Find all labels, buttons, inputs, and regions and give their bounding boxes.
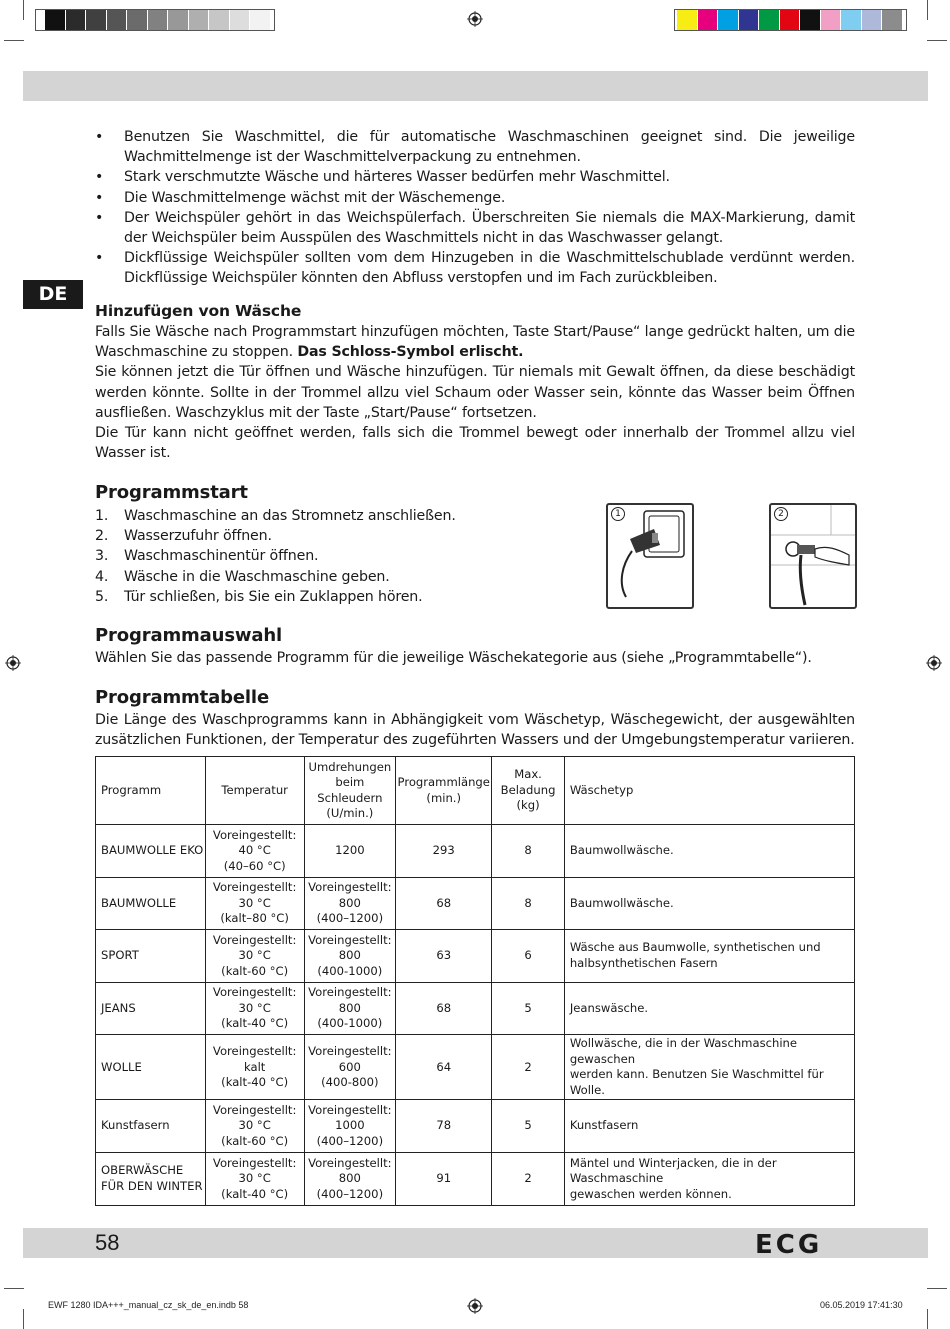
color-bar-frame-left [35, 9, 275, 31]
cell-length: 78 [396, 1100, 492, 1153]
crop-mark-br-h [927, 1288, 947, 1289]
cell-spin-line: (400–1200) [316, 1133, 384, 1148]
slug-file-info: EWF 1280 IDA+++_manual_cz_sk_de_en.indb 58 [48, 1300, 249, 1310]
cell-length: 293 [396, 825, 492, 878]
bullet-symbol: • [95, 189, 104, 206]
cell-spin-line: 800 [338, 948, 361, 963]
color-bar-frame-right [674, 9, 907, 31]
column-header-line: (kg) [516, 798, 540, 813]
program-table [95, 756, 855, 1206]
cell-load: 8 [492, 825, 565, 878]
page-number: 58 [95, 1230, 120, 1255]
step-item [95, 567, 575, 587]
cell-spin-line: (400-1000) [317, 963, 383, 978]
cell-spin-line: (400–1200) [316, 1186, 384, 1201]
cell-spin-line: (400-1000) [317, 1016, 383, 1031]
cell-temperature [205, 825, 304, 878]
program-start-heading: Programmstart [95, 482, 248, 503]
crop-mark-br-v [927, 1309, 928, 1329]
cell-temperature-line: 30 °C [238, 1000, 271, 1015]
column-header [492, 757, 565, 825]
step-number: 4. [95, 568, 109, 585]
adding-laundry-section [95, 300, 855, 463]
cell-laundry-type-line: Kunstfasern [569, 1118, 639, 1133]
cell-temperature-line: Voreingestellt: [212, 985, 297, 1000]
cell-spin-line: Voreingestellt: [308, 1044, 392, 1059]
cell-temperature-line: 30 °C [238, 948, 271, 963]
cell-laundry-type [564, 877, 854, 930]
column-header [205, 757, 304, 825]
cell-spin-line: Voreingestellt: [308, 932, 392, 947]
registration-mark-left-icon [5, 655, 21, 671]
step-text: Waschmaschinentür öffnen. [124, 548, 319, 565]
column-header-line: (U/min.) [326, 806, 374, 820]
cell-program [96, 982, 206, 1035]
table-row [96, 982, 855, 1035]
cell-spin [304, 1100, 396, 1153]
cell-spin-line: Voreingestellt: [308, 880, 392, 895]
registration-mark-top-icon [467, 11, 483, 27]
cell-laundry-type-line: Mäntel und Winterjacken, die in der Waschmaschine [569, 1155, 777, 1186]
column-header-line: Umdrehungen [308, 759, 392, 774]
slug-timestamp: 06.05.2019 17:41:30 [820, 1300, 903, 1310]
cell-spin-line: Voreingestellt: [308, 1102, 392, 1117]
cell-spin [304, 825, 396, 878]
step-item [95, 506, 575, 526]
step-item [95, 546, 575, 566]
cell-laundry-type-line: Jeanswäsche. [569, 1000, 649, 1015]
cell-temperature-line: (40–60 °C) [223, 858, 286, 873]
column-header [96, 757, 206, 825]
bullet-item [95, 188, 855, 208]
column-header-line: Programm [101, 782, 162, 797]
crop-mark-tr-v [927, 0, 928, 20]
cell-laundry-type-line: Baumwollwäsche. [569, 843, 674, 858]
cell-spin-line: 1000 [335, 1118, 365, 1133]
cell-spin-line: (400-800) [321, 1075, 379, 1090]
cell-laundry-type [564, 982, 854, 1035]
table-row [96, 877, 855, 930]
program-table-header-row [96, 757, 855, 825]
crop-mark-tl-v [23, 0, 24, 20]
cell-laundry-type-line: Baumwollwäsche. [569, 895, 674, 910]
cell-spin [304, 930, 396, 983]
cell-temperature-line: 40 °C [238, 843, 271, 858]
cell-load: 5 [492, 982, 565, 1035]
step-number: 3. [95, 548, 109, 565]
program-selection-text: Wählen Sie das passende Programm für die jeweilige Wäschekategorie aus (siehe „Programmtabelle“). [95, 650, 812, 666]
cell-temperature-line: (kalt-40 °C) [221, 1186, 289, 1201]
bullet-symbol: • [95, 129, 104, 145]
cell-laundry-type [564, 1100, 854, 1153]
program-table-intro: Die Länge des Waschprogramms kann in Abhängigkeit vom Wäschetyp, Wäschegewicht, der ausgewählten zusätzlichen Funktionen, der Temperatur des zugeführten Wassers und der Umgebungstemperatur variieren. [95, 712, 855, 749]
cell-spin [304, 1152, 396, 1205]
table-row [96, 1100, 855, 1153]
cell-laundry-type-line: Wollwäsche, die in der Waschmaschine gewaschen [569, 1036, 798, 1066]
step-text: Tür schließen, bis Sie ein Zuklappen hören. [124, 588, 423, 605]
column-header [304, 757, 396, 825]
lock-symbol-note: Das Schloss-Symbol erlischt. [297, 344, 524, 361]
cell-spin-line: 800 [338, 1171, 361, 1186]
cell-temperature-line: kalt [243, 1059, 266, 1074]
bullet-item [95, 208, 855, 248]
cell-spin [304, 877, 396, 930]
cell-program-line: BAUMWOLLE EKO [101, 843, 204, 858]
registration-mark-right-icon [926, 655, 942, 671]
bullet-item [95, 167, 855, 187]
cell-temperature [205, 1035, 304, 1100]
cell-spin [304, 982, 396, 1035]
table-row [96, 1152, 855, 1205]
cell-length: 68 [396, 982, 492, 1035]
program-start-steps [95, 506, 575, 607]
cell-program-line: SPORT [101, 948, 139, 963]
figure-number-1: 1 [611, 507, 625, 521]
cell-laundry-type [564, 1152, 854, 1205]
cell-laundry-type-line: Wäsche aus Baumwolle, synthetischen und [569, 940, 821, 955]
adding-laundry-heading: Hinzufügen von Wäsche [95, 302, 302, 320]
cell-temperature [205, 877, 304, 930]
column-header-line: Wäschetyp [569, 782, 634, 797]
cell-program-line: WOLLE [101, 1059, 142, 1074]
cell-program [96, 877, 206, 930]
cell-laundry-type [564, 1035, 854, 1100]
illustration-water-tap [769, 503, 857, 609]
crop-mark-tr-h [927, 40, 947, 41]
cell-program [96, 825, 206, 878]
cell-temperature [205, 930, 304, 983]
table-row [96, 825, 855, 878]
step-item [95, 587, 575, 607]
cell-spin [304, 1035, 396, 1100]
figure-number-2: 2 [774, 507, 788, 521]
bullet-symbol: • [95, 169, 104, 186]
header-band [23, 71, 928, 101]
cell-spin-line: 800 [338, 1000, 361, 1015]
step-item [95, 526, 575, 546]
cell-temperature [205, 1100, 304, 1153]
cell-temperature-line: Voreingestellt: [212, 932, 297, 947]
bullet-item [95, 127, 855, 167]
cell-program [96, 1100, 206, 1153]
cell-program [96, 1152, 206, 1205]
cell-temperature-line: (kalt-60 °C) [221, 1133, 289, 1148]
detergent-bullet-list [95, 127, 855, 289]
cell-temperature-line: (kalt–80 °C) [220, 911, 289, 926]
cell-program [96, 1035, 206, 1100]
bullet-symbol: • [95, 209, 104, 226]
table-row [96, 1035, 855, 1100]
adding-laundry-paragraph-1 [95, 322, 855, 362]
cell-program-line: OBERWÄSCHE [101, 1163, 184, 1178]
cell-load: 5 [492, 1100, 565, 1153]
ecg-logo-text: ECG [755, 1232, 823, 1256]
bullet-item [95, 248, 855, 288]
program-selection-heading: Programmauswahl [95, 625, 283, 646]
column-header-line: beim [335, 775, 365, 789]
cell-temperature-line: 30 °C [238, 1171, 271, 1186]
cell-length: 63 [396, 930, 492, 983]
table-row [96, 930, 855, 983]
column-header-line: Schleudern [317, 790, 383, 805]
adding-laundry-p1-text: Falls Sie Wäsche nach Programmstart hinzufügen möchten, Taste Start/Pause“ lange gedrückt halten, um die Waschmaschine zu stoppen. [95, 324, 855, 361]
step-number: 2. [95, 528, 109, 545]
cell-temperature-line: (kalt-40 °C) [221, 1075, 289, 1090]
cell-spin-line: 1200 [335, 843, 365, 858]
step-text: Waschmaschine an das Stromnetz anschließen. [124, 508, 456, 524]
step-text: Wasserzufuhr öffnen. [124, 528, 272, 545]
step-number: 5. [95, 588, 109, 605]
cell-temperature-line: (kalt-40 °C) [221, 1016, 289, 1031]
ecg-logo [755, 1232, 845, 1256]
cell-program-line: BAUMWOLLE [101, 895, 177, 910]
bullet-text: Der Weichspüler gehört in das Weichspülerfach. Überschreiten Sie niemals die MAX-Markierung, damit der Weichspüler beim Ausspülen des Waschmittels nicht in das Waschwasser gelangt. [124, 209, 855, 247]
cell-load: 8 [492, 877, 565, 930]
program-start-section [95, 481, 575, 607]
cell-length: 68 [396, 877, 492, 930]
cell-laundry-type-line: gewaschen werden können. [569, 1186, 732, 1201]
cell-length: 91 [396, 1152, 492, 1205]
cell-laundry-type [564, 930, 854, 983]
cell-temperature-line: (kalt-60 °C) [221, 963, 289, 978]
column-header-line: Beladung [500, 782, 556, 797]
crop-mark-bl-v [23, 1309, 24, 1329]
cell-temperature-line: Voreingestellt: [212, 1102, 297, 1117]
cell-load: 2 [492, 1035, 565, 1100]
cell-temperature-line: 30 °C [238, 895, 271, 910]
registration-mark-bottom-icon [467, 1298, 483, 1314]
program-table-heading: Programmtabelle [95, 687, 269, 708]
step-text: Wäsche in die Waschmaschine geben. [124, 568, 390, 585]
bullet-text: Benutzen Sie Waschmittel, die für automatische Waschmaschinen geeignet sind. Die jeweilige Wachmittelmenge ist der Waschmittelverpackung zu entnehmen. [124, 129, 855, 166]
illustration-plug-socket [606, 503, 694, 609]
column-header-line: (min.) [426, 790, 462, 805]
cell-laundry-type-line: werden kann. Benutzen Sie Waschmittel für Wolle. [569, 1067, 824, 1097]
bullet-text: Dickflüssige Weichspüler sollten vom dem Hinzugeben in die Waschmittelschublade verdünnt werden. Dickflüssige Weichspüler könnten den Abfluss verstopfen und im Fach zurückbleiben. [124, 250, 855, 287]
cell-temperature [205, 1152, 304, 1205]
cell-program-line: Kunstfasern [101, 1118, 170, 1133]
cell-laundry-type-line: halbsynthetischen Fasern [569, 955, 718, 970]
cell-spin-line: Voreingestellt: [308, 1155, 392, 1170]
cell-load: 6 [492, 930, 565, 983]
cell-laundry-type [564, 825, 854, 878]
cell-length: 64 [396, 1035, 492, 1100]
cell-spin-line: 800 [338, 895, 361, 910]
cell-spin-line: (400–1200) [316, 911, 384, 926]
column-header-line: Temperatur [221, 782, 288, 797]
cell-temperature-line: Voreingestellt: [212, 880, 297, 895]
program-selection-section [95, 624, 855, 668]
step-number: 1. [95, 508, 109, 524]
cell-temperature-line: Voreingestellt: [212, 1155, 297, 1170]
cell-program-line: FÜR DEN WINTER [101, 1178, 203, 1193]
cell-temperature-line: 30 °C [238, 1118, 271, 1133]
cell-temperature-line: Voreingestellt: [212, 827, 297, 842]
column-header-line: Programmlänge [397, 775, 490, 789]
column-header-line: Max. [514, 767, 542, 782]
column-header [564, 757, 854, 825]
cell-spin-line: 600 [338, 1059, 361, 1074]
adding-laundry-paragraph-3: Die Tür kann nicht geöffnet werden, falls sich die Trommel bewegt oder innerhalb der Trommel allzu viel Wasser ist. [95, 425, 855, 462]
cell-program-line: JEANS [101, 1000, 136, 1015]
cell-temperature-line: Voreingestellt: [212, 1044, 297, 1059]
cell-program [96, 930, 206, 983]
crop-mark-tl-h [4, 40, 24, 41]
language-tab: DE [23, 280, 83, 309]
column-header [396, 757, 492, 825]
bullet-text: Die Waschmittelmenge wächst mit der Wäschemenge. [124, 189, 506, 206]
bullet-text: Stark verschmutzte Wäsche und härteres Wasser bedürfen mehr Waschmittel. [124, 169, 670, 186]
program-table-section [95, 686, 855, 750]
program-table-body [96, 825, 855, 1206]
cell-load: 2 [492, 1152, 565, 1205]
cell-spin-line: Voreingestellt: [308, 985, 392, 1000]
bullet-symbol: • [95, 250, 104, 267]
cell-temperature [205, 982, 304, 1035]
adding-laundry-paragraph-2: Sie können jetzt die Tür öffnen und Wäsche hinzufügen. Tür niemals mit Gewalt öffnen, da diese beschädigt werden könnte. Sollte in der Trommel allzu viel Schaum oder Wasser sein, könnte das Wasser beim Öffnen ausfließen. Waschzyklus mit der Taste „Start/Pause“ fortsetzen. [95, 364, 855, 421]
crop-mark-bl-h [4, 1288, 24, 1289]
